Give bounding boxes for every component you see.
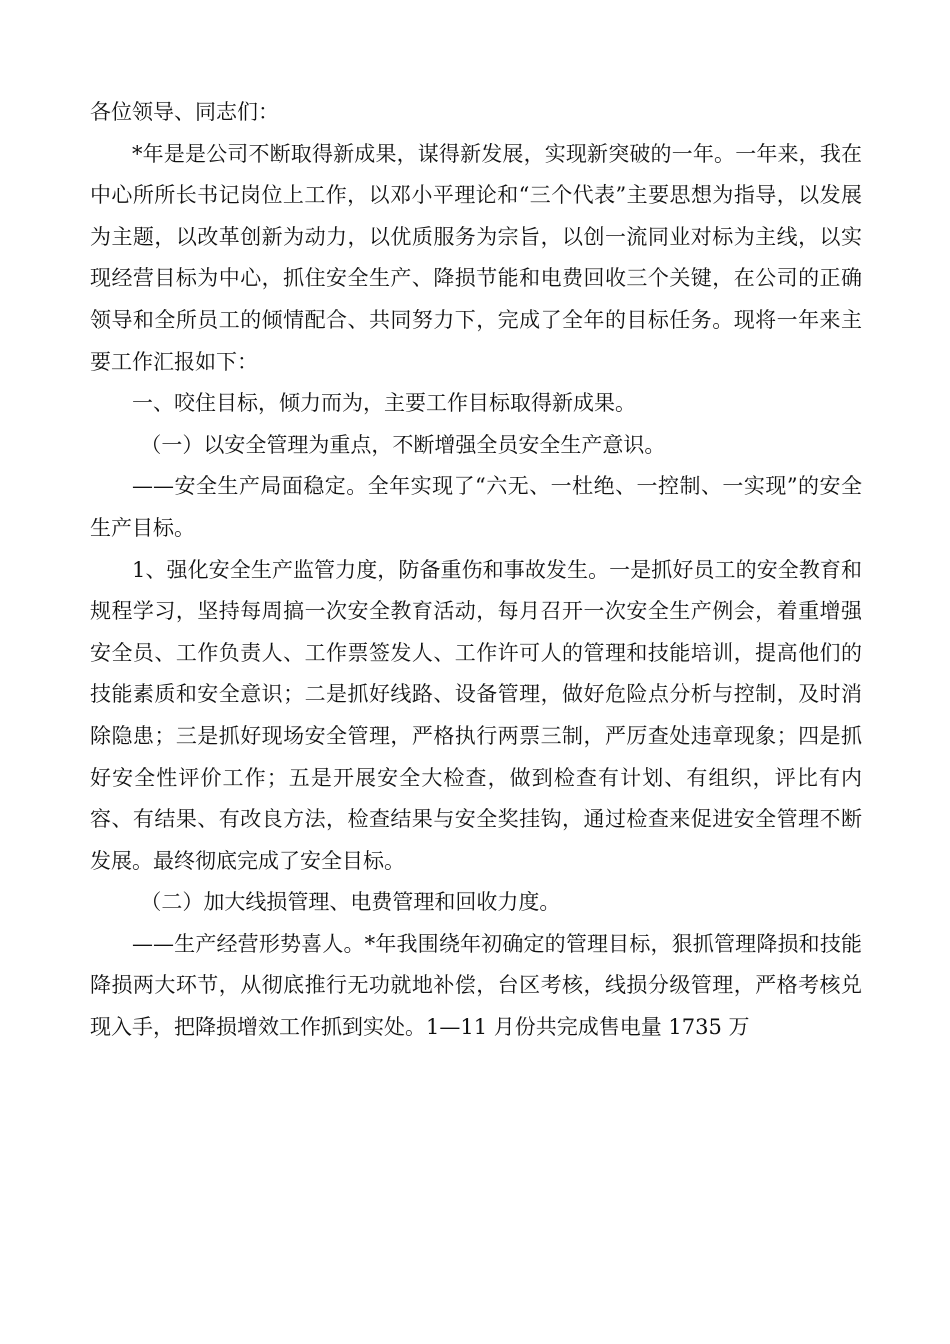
operations-paragraph: ——生产经营形势喜人。*年我围绕年初确定的管理目标，狠抓管理降损和技能降损两大环节，从彻底推行无功就地补偿，台区考核，线损分级管理，严格考核兑现入手，把降损增效工作抓到实处。1—11 月份共完成售电量 1735 万: [90, 931, 862, 1040]
greeting-line: 各位领导、同志们：: [90, 100, 279, 124]
section-heading-1: 一、咬住目标，倾力而为，主要工作目标取得新成果。: [132, 391, 636, 416]
intro-paragraph: *年是是公司不断取得新成果，谋得新发展，实现新突破的一年。一年来，我在中心所所长书记岗位上工作，以邓小平理论和“三个代表”主要思想为指导，以发展为主题，以改革创新为动力，以优质服务为宗旨，以创一流同业对标为主线，以实现经营目标为中心，抓住安全生产、降损节能和电费回收三个关键，在公司的正确领导和全所员工的倾情配合、共同努力下，完成了全年的目标任务。现将一年来主要工作汇报如下：: [90, 141, 862, 374]
safety-detail-paragraph: 1、强化安全生产监管力度，防备重伤和事故发生。一是抓好员工的安全教育和规程学习，坚持每周搞一次安全教育活动，每月召开一次安全生产例会，着重增强安全员、工作负责人、工作票签发人、工作许可人的管理和技能培训，提高他们的技能素质和安全意识；二是抓好线路、设备管理，做好危险点分析与控制，及时消除隐患；三是抓好现场安全管理，严格执行两票三制，严厉查处违章现象；四是抓好安全性评价工作；五是开展安全大检查，做到检查有计划、有组织，评比有内容、有结果、有改良方法，检查结果与安全奖挂钩，通过检查来促进安全管理不断发展。最终彻底完成了安全目标。: [90, 557, 862, 873]
document-page: [90, 92, 862, 1049]
subsection-heading-line-loss: （二）加大线损管理、电费管理和回收力度。: [140, 890, 561, 915]
subsection-heading-safety: （一）以安全管理为重点，不断增强全员安全生产意识。: [140, 432, 666, 457]
safety-summary-paragraph: ——安全生产局面稳定。全年实现了“六无、一杜绝、一控制、一实现”的安全生产目标。: [90, 474, 862, 540]
